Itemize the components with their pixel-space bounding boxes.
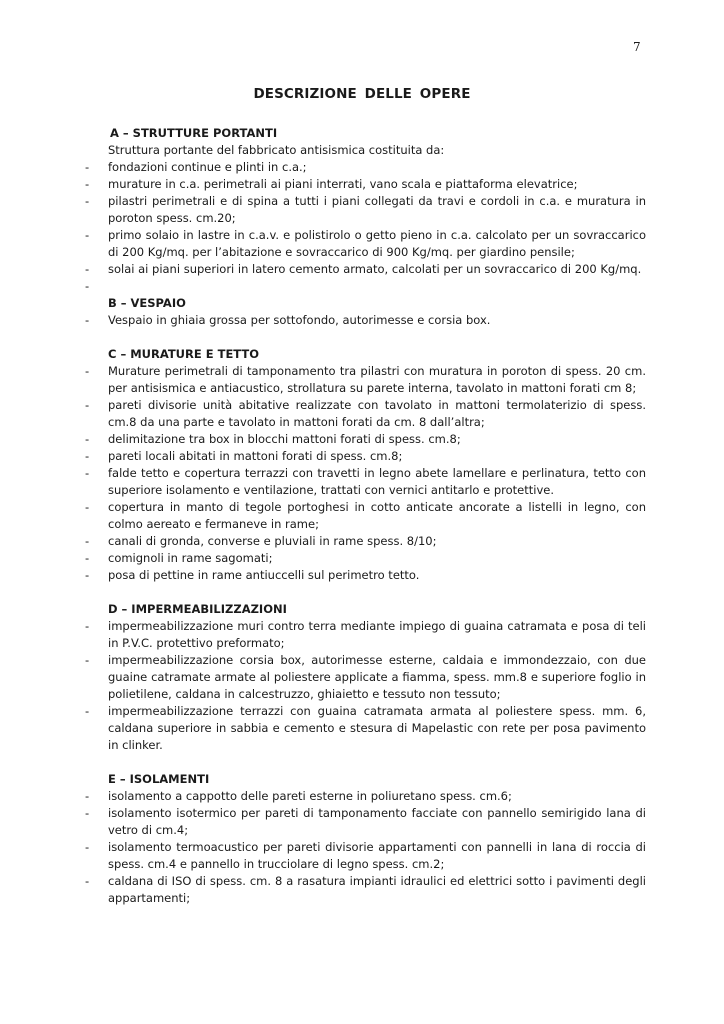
list-item: - isolamento termoacustico per pareti divisorie appartamenti con pannelli in lana di roccia di spess. cm.4 e pannello in trucciolare di legno spess. cm.2; [85,839,646,873]
list-item: - solai ai piani superiori in latero cemento armato, calcolati per un sovraccarico di 200 Kg/mq. [85,261,646,278]
list-item: - posa di pettine in rame antiuccelli sul perimetro tetto. [85,567,646,584]
list-item: - isolamento isotermico per pareti di tamponamento facciate con pannello semirigido lana di vetro di cm.4; [85,805,646,839]
item-list [85,363,646,584]
list-item: - Vespaio in ghiaia grossa per sottofondo, autorimesse e corsia box. [85,312,646,329]
list-item: - pareti divisorie unità abitative realizzate con tavolato in mattoni termolaterizio di spess. cm.8 da una parte e tavolato in mattoni forati da cm. 8 dall’altra; [85,397,646,431]
list-item: - murature in c.a. perimetrali ai piani interrati, vano scala e piattaforma elevatrice; [85,176,646,193]
item-list [85,788,646,907]
list-item: - Murature perimetrali di tamponamento tra pilastri con muratura in poroton di spess. 20 cm. per antisismica e antiacustico, strollatura su parete interna, tavolato in mattoni forati cm 8; [85,363,646,397]
list-item: - isolamento a cappotto delle pareti esterne in poliuretano spess. cm.6; [85,788,646,805]
list-item: - primo solaio in lastre in c.a.v. e polistirolo o getto pieno in c.a. calcolato per un sovraccarico di 200 Kg/mq. per l’abitazione e sovraccarico di 900 Kg/mq. per giardino pensile; [85,227,646,261]
list-item: - copertura in manto di tegole portoghesi in cotto anticate ancorate a listelli in legno, con colmo aereato e fermaneve in rame; [85,499,646,533]
list-item: - fondazioni continue e plinti in c.a.; [85,159,646,176]
list-item: - pareti locali abitati in mattoni forati di spess. cm.8; [85,448,646,465]
section-c [85,346,646,584]
document-body [85,125,646,924]
list-item: - impermeabilizzazione muri contro terra mediante impiego di guaina catramata e posa di teli in P.V.C. protettivo preformato; [85,618,646,652]
section-heading: C – MURATURE E TETTO [108,347,260,361]
section-heading: D – IMPERMEABILIZZAZIONI [108,602,287,616]
page-number: 7 [633,40,641,54]
document-title: DESCRIZIONE DELLE OPERE [253,86,471,102]
list-item: - impermeabilizzazione corsia box, autorimesse esterne, caldaia e immondezzaio, con due guaine catramate armate al poliestere applicate a fiamma, spess. mm.8 e superiore foglio in polietilene, caldana in calcestruzzo, ghiaietto e tessuto non tessuto; [85,652,646,703]
list-item: - caldana di ISO di spess. cm. 8 a rasatura impianti idraulici ed elettrici sotto i pavimenti degli appartamenti; [85,873,646,907]
list-item: - impermeabilizzazione terrazzi con guaina catramata armata al poliestere spess. mm. 6, caldana superiore in sabbia e cemento e stesura di Mapelastic con rete per posa pavimento in clinker. [85,703,646,754]
list-item: - canali di gronda, converse e pluviali in rame spess. 8/10; [85,533,646,550]
section-a [85,125,646,295]
section-intro: Struttura portante del fabbricato antisismica costituita da: [108,143,445,157]
item-list [85,618,646,754]
section-heading: B – VESPAIO [108,296,186,310]
section-d [85,601,646,754]
list-item [85,278,646,295]
section-heading: E – ISOLAMENTI [108,772,210,786]
list-item: - pilastri perimetrali e di spina a tutti i piani collegati da travi e cordoli in c.a. e muratura in poroton spess. cm.20; [85,193,646,227]
item-list [85,312,646,329]
item-list [85,159,646,295]
section-b [85,295,646,329]
section-heading: A – STRUTTURE PORTANTI [110,126,278,140]
list-item: - falde tetto e copertura terrazzi con travetti in legno abete lamellare e perlinatura, tetto con superiore isolamento e ventilazione, trattati con vernici antitarlo e protettive. [85,465,646,499]
section-e [85,771,646,907]
list-item: - delimitazione tra box in blocchi mattoni forati di spess. cm.8; [85,431,646,448]
list-item: - comignoli in rame sagomati; [85,550,646,567]
